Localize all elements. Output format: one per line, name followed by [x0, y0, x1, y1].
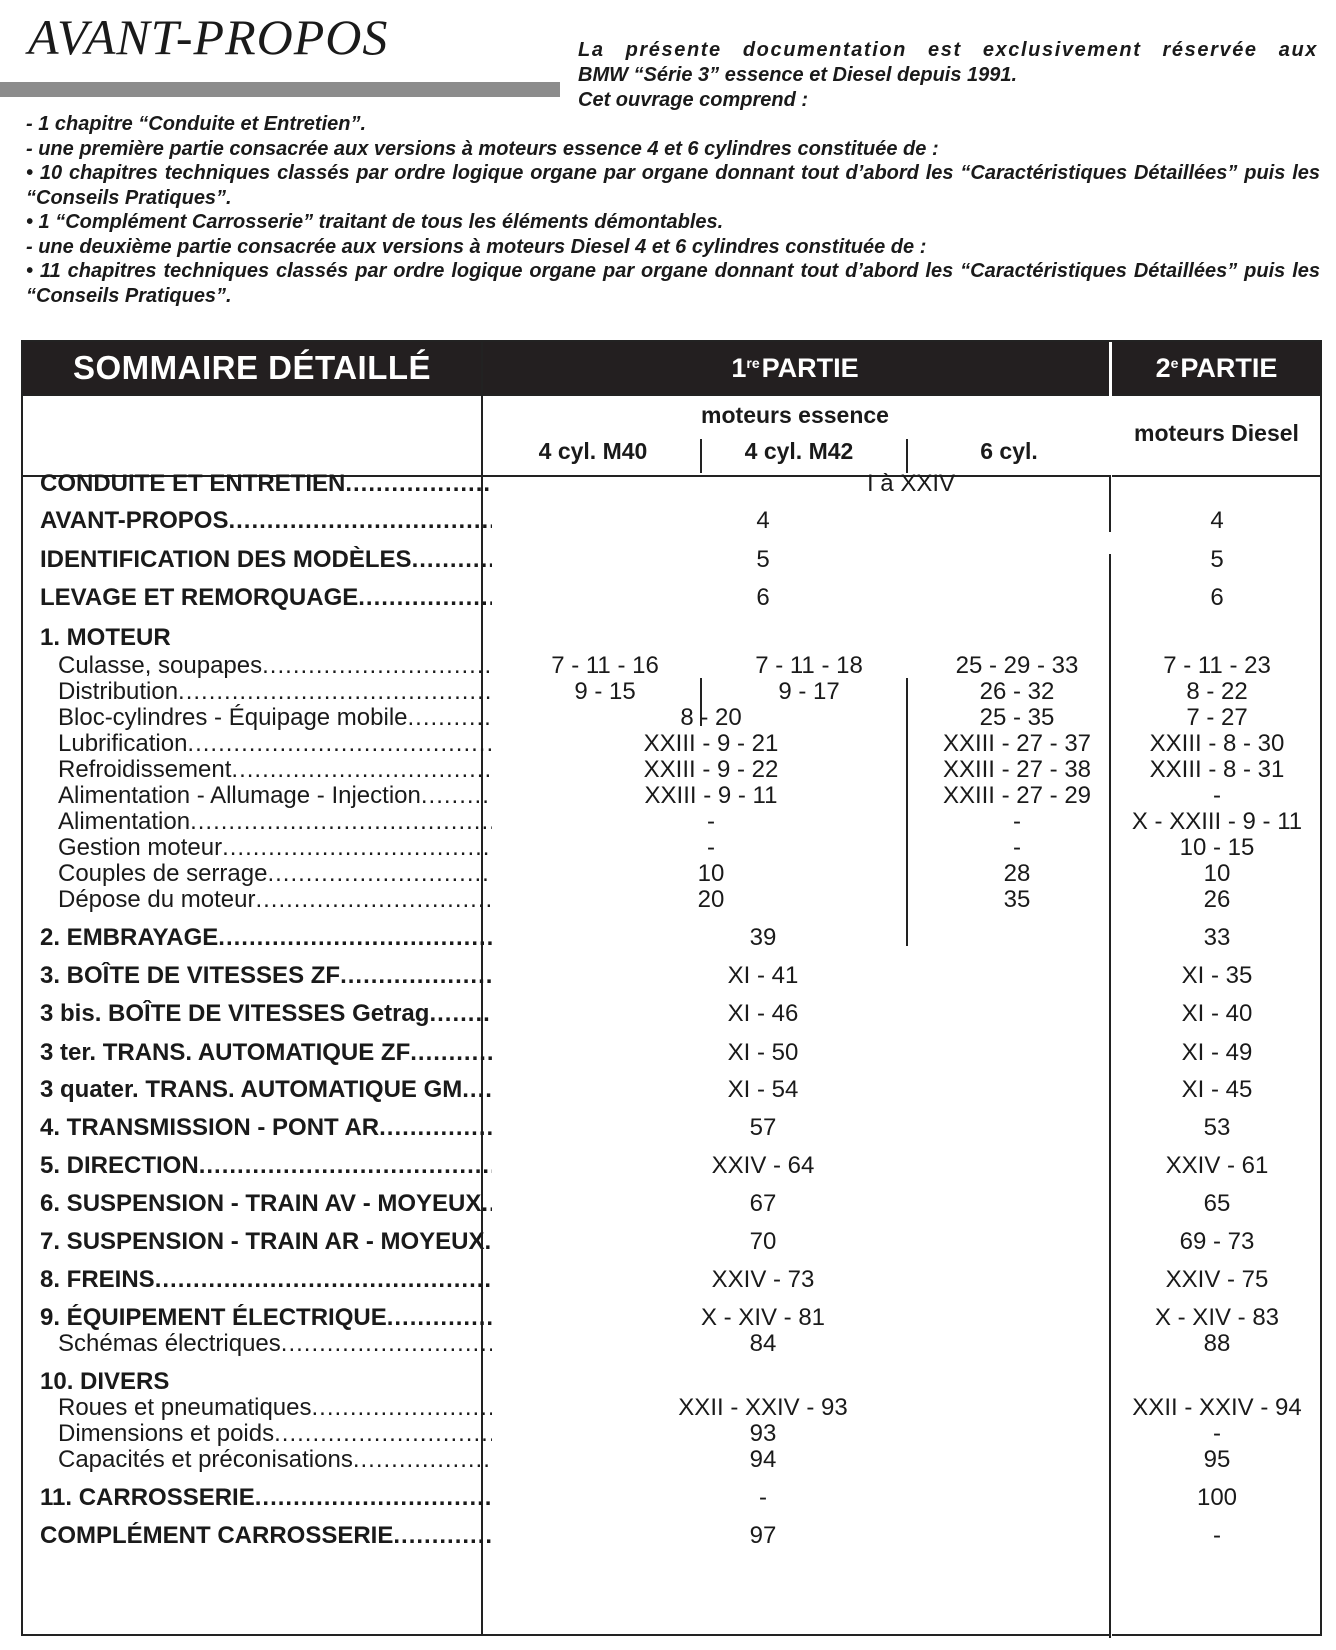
- row-label-text: 3 quater. TRANS. AUTOMATIQUE GM: [40, 1076, 463, 1103]
- row-label: [40, 1076, 492, 1104]
- leader-dots: [358, 584, 492, 612]
- row-label: [40, 1000, 492, 1028]
- cell-4cyl: XXIII - 9 - 21: [643, 730, 779, 757]
- part1-ordinal: re: [746, 355, 760, 371]
- intro-right-block: [578, 38, 1318, 113]
- cell-m42: 9 - 17: [778, 678, 840, 705]
- leader-dots: [421, 782, 492, 810]
- cell-diesel: XI - 49: [1181, 1039, 1253, 1066]
- cell-diesel: XXIV - 61: [1165, 1152, 1269, 1179]
- row-label-text: 3 ter. TRANS. AUTOMATIQUE ZF: [40, 1039, 411, 1066]
- row-label: [40, 1114, 492, 1142]
- leader-dots: [281, 1330, 492, 1358]
- row-label-text: Schémas électriques: [58, 1330, 281, 1357]
- row-label-text: Gestion moteur: [58, 834, 223, 861]
- intro-right-line: La présente documentation est exclusivement réservée aux: [578, 39, 1318, 61]
- cell-diesel: 10 - 15: [1179, 834, 1255, 861]
- row-label-text: COMPLÉMENT CARROSSERIE: [40, 1522, 394, 1549]
- part2-header: [1111, 342, 1322, 394]
- intro-line: - une première partie consacrée aux versions à moteurs essence 4 et 6 cylindres constituée de :: [26, 137, 939, 160]
- row-label-text: CONDUITE ET ENTRETIEN: [40, 470, 346, 497]
- cell-diesel: XXIV - 75: [1165, 1266, 1269, 1293]
- part1-number: 1: [731, 352, 747, 383]
- row-label: [58, 756, 492, 784]
- leader-dots: [255, 1484, 492, 1512]
- cell-6cyl: 25 - 29 - 33: [955, 652, 1079, 679]
- cell-essence: 67: [749, 1190, 777, 1217]
- part2-ordinal: e: [1170, 355, 1179, 371]
- cell-essence: 84: [749, 1330, 777, 1357]
- row-label: [40, 1266, 492, 1294]
- cell-diesel: -: [1213, 782, 1221, 809]
- intro-line: • 1 “Complément Carrosserie” traitant de tous les éléments démontables.: [26, 211, 724, 233]
- row-label-text: 8. FREINS: [40, 1266, 155, 1293]
- leader-dots: [222, 834, 492, 862]
- cell-diesel: X - XXIII - 9 - 11: [1131, 808, 1303, 835]
- row-label: [40, 584, 492, 612]
- cell-diesel: 95: [1203, 1446, 1231, 1473]
- leader-dots: [255, 886, 492, 914]
- row-label: [40, 507, 492, 535]
- row-label: [40, 546, 492, 574]
- cell-diesel: 69 - 73: [1179, 1228, 1255, 1255]
- leader-dots: [353, 1446, 492, 1474]
- cell-diesel: 26: [1203, 886, 1231, 913]
- leader-dots: [410, 1039, 492, 1067]
- col-m42-label: 4 cyl. M42: [744, 438, 854, 464]
- row-label: [58, 834, 492, 862]
- row-label: [58, 730, 492, 758]
- leader-dots: [387, 1304, 492, 1332]
- cell-essence: XI - 41: [727, 962, 799, 989]
- cell-diesel: XXIII - 8 - 30: [1149, 730, 1285, 757]
- row-label-text: 5. DIRECTION: [40, 1152, 199, 1179]
- col-m40-label: 4 cyl. M40: [538, 438, 648, 464]
- cell-essence: 93: [749, 1420, 777, 1447]
- cell-6cyl: XXIII - 27 - 29: [942, 782, 1092, 809]
- intro-line: - 1 chapitre “Conduite et Entretien”.: [26, 113, 367, 135]
- cell-4cyl: -: [707, 808, 715, 835]
- leader-dots: [345, 470, 492, 498]
- leader-dots: [379, 1114, 492, 1142]
- row-label: [58, 1420, 492, 1448]
- cell-essence: 6: [756, 584, 770, 611]
- cell-diesel: XI - 35: [1181, 962, 1253, 989]
- cell-diesel: 7 - 27: [1186, 704, 1248, 731]
- row-label-text: Refroidissement: [58, 756, 232, 783]
- row-label-text: 3 bis. BOÎTE DE VITESSES Getrag: [40, 1000, 430, 1027]
- row-label-text: Distribution: [58, 678, 179, 705]
- leader-dots: [228, 507, 492, 535]
- row-label: [40, 962, 492, 990]
- cell-diesel: 6: [1210, 584, 1224, 611]
- part2-number: 2: [1155, 352, 1171, 383]
- row-label: [58, 782, 492, 810]
- intro-line: “Conseils Pratiques”.: [26, 284, 232, 307]
- leader-dots: [412, 546, 492, 574]
- cell-diesel: 53: [1203, 1114, 1231, 1141]
- cell-diesel: 8 - 22: [1186, 678, 1248, 705]
- row-label: [40, 1039, 492, 1067]
- intro-right-line: Cet ouvrage comprend :: [578, 89, 809, 111]
- cell-essence: X - XIV - 81: [700, 1304, 826, 1331]
- row-label-text: Dimensions et poids: [58, 1420, 275, 1447]
- cell-essence: -: [759, 1484, 767, 1511]
- row-label: [40, 1484, 492, 1512]
- cell-6cyl: 25 - 35: [979, 704, 1055, 731]
- diesel-label: moteurs Diesel: [1134, 420, 1299, 446]
- leader-dots: [155, 1266, 492, 1294]
- cell-essence: XI - 50: [727, 1039, 799, 1066]
- cell-6cyl: -: [1013, 808, 1021, 835]
- row-label: [58, 652, 492, 680]
- row-label-text: 9. ÉQUIPEMENT ÉLECTRIQUE: [40, 1304, 387, 1331]
- part2-label: PARTIE: [1180, 352, 1278, 383]
- cell-diesel: 5: [1210, 546, 1224, 573]
- row-label-text: Dépose du moteur: [58, 886, 256, 913]
- cell-essence: 94: [749, 1446, 777, 1473]
- cell-6cyl: -: [1013, 834, 1021, 861]
- row-label: [58, 860, 492, 888]
- leader-dots: [274, 1420, 492, 1448]
- row-label: [58, 1394, 492, 1422]
- row-label: [58, 678, 492, 706]
- cell-6cyl: 35: [1003, 886, 1031, 913]
- row-label: [40, 1522, 492, 1550]
- row-label: [40, 624, 492, 652]
- part1-header: [481, 342, 1109, 394]
- intro-line: • 10 chapitres techniques classés par ordre logique organe par organe donnant tout d’abord les “Caractéristiques Détaillées” puis les: [26, 162, 1320, 184]
- cell-essence: XXIV - 73: [711, 1266, 815, 1293]
- intro-block: [26, 112, 1320, 308]
- cell-diesel: 7 - 11 - 23: [1163, 652, 1271, 679]
- cell-diesel: XI - 40: [1181, 1000, 1253, 1027]
- leader-dots: [485, 1228, 493, 1256]
- cell-essence: XI - 46: [727, 1000, 799, 1027]
- cell-essence: XXII - XXIV - 93: [678, 1394, 848, 1421]
- row-label-text: Lubrification: [58, 730, 188, 757]
- cell-essence: 4: [756, 507, 770, 534]
- leader-dots: [267, 860, 492, 888]
- row-label-text: Bloc-cylindres - Équipage mobile: [58, 704, 408, 731]
- cell-m40: 9 - 15: [574, 678, 636, 705]
- cell-6cyl: XXIII - 27 - 38: [942, 756, 1092, 783]
- row-label: [40, 1228, 492, 1256]
- cell-diesel: 88: [1203, 1330, 1231, 1357]
- cell-6cyl: 28: [1003, 860, 1031, 887]
- leader-dots: [408, 704, 493, 732]
- cell-4cyl: 10: [697, 860, 725, 887]
- leader-dots: [262, 652, 492, 680]
- row-label-text: IDENTIFICATION DES MODÈLES: [40, 546, 412, 573]
- row-label-text: 4. TRANSMISSION - PONT AR: [40, 1114, 380, 1141]
- row-label-text: 6. SUSPENSION - TRAIN AV - MOYEUX: [40, 1190, 482, 1217]
- cell-essence: XI - 54: [727, 1076, 799, 1103]
- subcolumn-divider: [906, 439, 908, 473]
- row-label-text: LEVAGE ET REMORQUAGE: [40, 584, 359, 611]
- essence-label: moteurs essence: [701, 402, 889, 428]
- intro-line: “Conseils Pratiques”.: [26, 186, 232, 209]
- cell-6cyl: XXIII - 27 - 37: [942, 730, 1092, 757]
- cell-4cyl: 8 - 20: [680, 704, 742, 731]
- leader-dots: [199, 1152, 492, 1180]
- cell-essence: 39: [749, 924, 777, 951]
- cell-m42: 7 - 11 - 18: [755, 652, 863, 679]
- col-6cyl-label: 6 cyl.: [980, 438, 1038, 464]
- leader-dots: [429, 1000, 492, 1028]
- cell-4cyl: -: [707, 834, 715, 861]
- row-label-text: Roues et pneumatiques: [58, 1394, 312, 1421]
- row-label-text: Couples de serrage: [58, 860, 268, 887]
- cell-diesel: X - XIV - 83: [1154, 1304, 1280, 1331]
- cell-diesel: 65: [1203, 1190, 1231, 1217]
- cell-4cyl: 20: [697, 886, 725, 913]
- row-label-text: Capacités et préconisations: [58, 1446, 353, 1473]
- row-label: [40, 924, 492, 952]
- row-label-text: Alimentation - Allumage - Injection: [58, 782, 421, 809]
- row-label: [58, 1446, 492, 1474]
- cell-4cyl: XXIII - 9 - 11: [644, 782, 778, 809]
- cell-6cyl: 26 - 32: [979, 678, 1055, 705]
- row-label: [58, 886, 492, 914]
- leader-dots: [312, 1394, 493, 1422]
- page-title: AVANT-PROPOS: [28, 9, 389, 65]
- row-label-text: 10. DIVERS: [40, 1368, 170, 1395]
- leader-dots: [481, 1190, 492, 1218]
- row-label-text: 2. EMBRAYAGE: [40, 924, 219, 951]
- row-label: [40, 470, 492, 498]
- cell-diesel: -: [1213, 1420, 1221, 1447]
- leader-dots: [218, 924, 492, 952]
- row-label-text: 7. SUSPENSION - TRAIN AR - MOYEUX: [40, 1228, 485, 1255]
- cell-diesel: 100: [1196, 1484, 1238, 1511]
- cell-diesel: XXII - XXIV - 94: [1132, 1394, 1302, 1421]
- summary-table: [21, 340, 1322, 1636]
- cell-diesel: XI - 45: [1181, 1076, 1253, 1103]
- cell-diesel: 4: [1210, 507, 1224, 534]
- header-divider: [23, 394, 1320, 396]
- row-label: [58, 704, 492, 732]
- leader-dots: [340, 962, 492, 990]
- leader-dots: [190, 808, 492, 836]
- row-label: [58, 808, 492, 836]
- row-label: [40, 1304, 492, 1332]
- leader-dots: [187, 730, 492, 758]
- leader-dots: [393, 1522, 492, 1550]
- cell-essence: XXIV - 64: [711, 1152, 815, 1179]
- cell-diesel: 33: [1203, 924, 1231, 951]
- cell-diesel: XXIII - 8 - 31: [1149, 756, 1285, 783]
- row-label-text: 3. BOÎTE DE VITESSES ZF: [40, 962, 341, 989]
- cell-essence: 97: [749, 1522, 777, 1549]
- cell-4cyl: XXIII - 9 - 22: [643, 756, 779, 783]
- row-label: [40, 1368, 492, 1396]
- row-label-text: Culasse, soupapes: [58, 652, 263, 679]
- cell-diesel: -: [1213, 1522, 1221, 1549]
- intro-line: - une deuxième partie consacrée aux versions à moteurs Diesel 4 et 6 cylindres constituée de :: [26, 235, 927, 258]
- cell-essence: 70: [749, 1228, 777, 1255]
- row-label-text: AVANT-PROPOS: [40, 507, 229, 534]
- cell-m40: 7 - 11 - 16: [551, 652, 659, 679]
- row-label-text: Alimentation: [58, 808, 191, 835]
- row-label-text: 11. CARROSSERIE: [40, 1484, 255, 1511]
- leader-dots: [462, 1076, 492, 1104]
- cell-essence: 57: [749, 1114, 777, 1141]
- leader-dots: [178, 678, 492, 706]
- row-label: [58, 1330, 492, 1358]
- table-title: SOMMAIRE DÉTAILLÉ: [72, 349, 432, 386]
- row-label: [40, 1152, 492, 1180]
- cell-all-parts: I à XXIV: [866, 470, 956, 497]
- row-label-text: 1. MOTEUR: [40, 624, 171, 651]
- intro-line: • 11 chapitres techniques classés par ordre logique organe par organe donnant tout d’abord les “Caractéristiques Détaillées” puis les: [26, 260, 1320, 282]
- leader-dots: [231, 756, 492, 784]
- part1-label: PARTIE: [761, 352, 859, 383]
- row-label: [40, 1190, 492, 1218]
- title-underline-bar: [0, 82, 560, 97]
- intro-right-line: BMW “Série 3” essence et Diesel depuis 1991.: [578, 64, 1018, 86]
- subcolumn-divider: [700, 439, 702, 473]
- cell-essence: 5: [756, 546, 770, 573]
- cell-diesel: 10: [1203, 860, 1231, 887]
